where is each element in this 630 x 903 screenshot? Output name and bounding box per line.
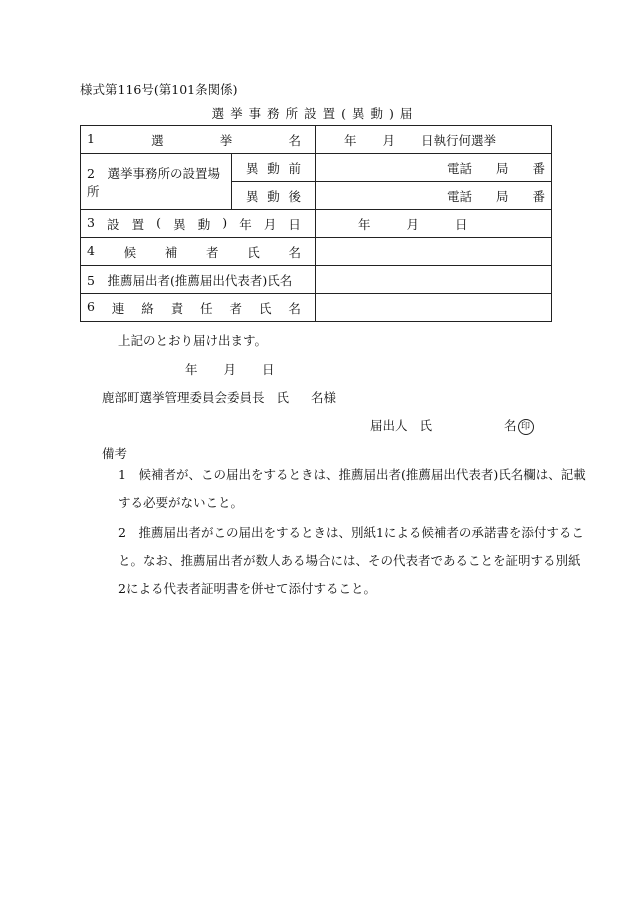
label-before-change: 異 動 前 <box>232 154 316 182</box>
row-setup-date <box>81 210 552 238</box>
label-candidate-name: 4 候 補 者 氏 名 <box>81 238 316 266</box>
label-contact-person: 6 連 絡 責 任 者 氏 名 <box>81 294 316 322</box>
row-election-name <box>81 126 552 154</box>
field-contact-person[interactable] <box>316 294 552 322</box>
document-title: 選挙事務所設置(異動)届 <box>211 106 419 121</box>
row-office-before <box>81 154 552 182</box>
field-candidate-name[interactable] <box>316 238 552 266</box>
note-2-line-3: 2による代表者証明書を併せて添付すること。 <box>118 581 376 596</box>
filer-label: 届出人 <box>370 418 408 433</box>
field-office-after[interactable]: 電話 局 番 <box>316 182 552 210</box>
label-office-location: 2 選挙事務所の設置場所 <box>81 154 232 210</box>
addressee: 鹿部町選挙管理委員会委員長 氏 名様 <box>102 390 337 405</box>
note-1-line-1: 1 候補者が、この届出をするときは、推薦届出者(推薦届出代表者)氏名欄は、記載 <box>118 467 586 482</box>
label-election-name: 1 選 挙 名 <box>81 126 316 154</box>
note-2-line-2: と。なお、推薦届出者が数人ある場合には、その代表者であることを証明する別紙 <box>118 553 581 568</box>
label-setup-date: 3 設 置 ( 異 動 ) 年 月 日 <box>81 210 316 238</box>
note-2-line-1: 2 推薦届出者がこの届出をするときは、別紙1による候補者の承諾書を添付するこ <box>118 525 584 540</box>
row-candidate-name <box>81 238 552 266</box>
filer-line: 届出人 氏 名 印 <box>370 416 534 435</box>
field-office-before[interactable]: 電話 局 番 <box>316 154 552 182</box>
field-setup-date[interactable]: 年 月 日 <box>316 210 552 238</box>
seal-stamp-icon: 印 <box>518 419 534 435</box>
label-recommender-name: 5 推薦届出者(推薦届出代表者)氏名 <box>81 266 316 294</box>
field-election-name[interactable]: 年 月 日執行何選挙 <box>316 126 552 154</box>
closing-statement: 上記のとおり届け出ます。 <box>118 333 268 348</box>
row-contact-person <box>81 294 552 322</box>
notes-title: 備考 <box>102 446 128 461</box>
row-recommender-name <box>81 266 552 294</box>
notification-form <box>80 125 552 322</box>
submission-date: 年 月 日 <box>185 362 275 377</box>
field-recommender-name[interactable] <box>316 266 552 294</box>
form-number: 様式第116号(第101条関係) <box>80 82 238 97</box>
note-1-line-2: する必要がないこと。 <box>118 495 244 510</box>
label-after-change: 異 動 後 <box>232 182 316 210</box>
